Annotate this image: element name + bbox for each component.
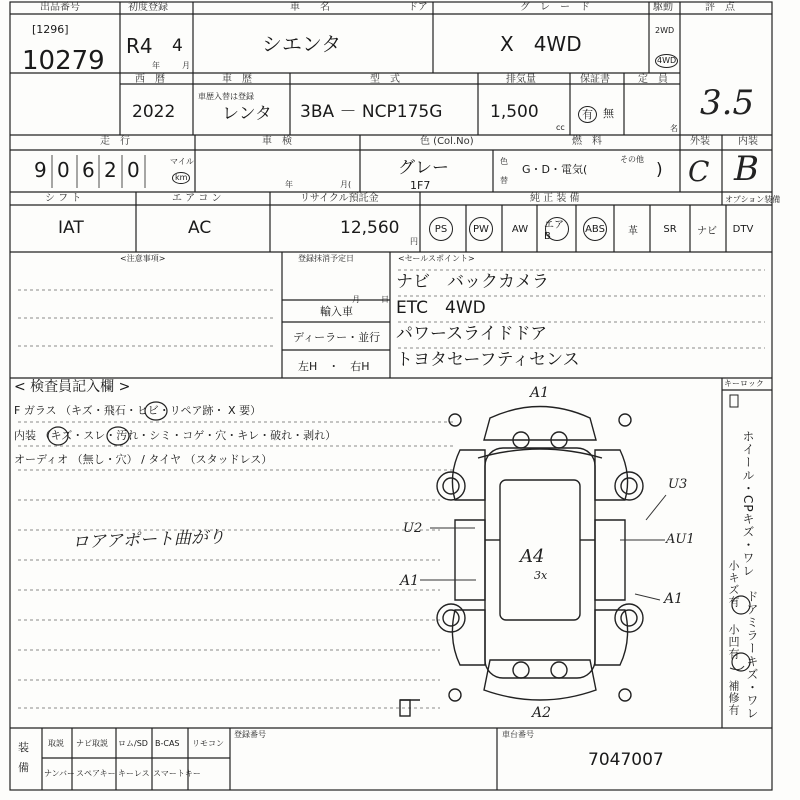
sales-point-3: パワースライドドア: [396, 324, 548, 344]
color-change-1: 色: [500, 157, 508, 166]
footer-item-spare-key: スペアキー: [76, 769, 116, 778]
equipment-label: エアB: [544, 220, 564, 242]
side-note-dent: 小凹有: [727, 624, 740, 660]
footer-item-manual: 取説: [48, 739, 64, 748]
side-note-scratch: 小キズ有: [727, 560, 740, 608]
shift-label: シ フ ト: [45, 193, 82, 204]
color-change-2: 替: [500, 176, 508, 185]
audio-line: オーディオ （無し・穴） / タイヤ （スタッドレス）: [14, 453, 273, 466]
mileage-digit-1: 9: [34, 158, 47, 182]
equipment-label: 純 正 装 備: [530, 193, 580, 204]
sales-points-label: <セールスポイント>: [398, 254, 475, 263]
sales-point-2: ETC 4WD: [396, 298, 486, 318]
year-label: 西 暦: [135, 74, 165, 85]
shift-value: IAT: [58, 218, 84, 238]
sales-point-1: ナビ バックカメラ: [396, 272, 549, 292]
ac-label: エ ア コ ン: [172, 193, 222, 204]
footer-item-nav-manual: ナビ取説: [76, 739, 108, 748]
inspection-title: < 検査員記入欄 >: [14, 379, 131, 395]
inspection-label: 車 検: [262, 136, 292, 147]
capacity-unit: 名: [670, 124, 678, 133]
deregistration-day: 日: [381, 295, 389, 304]
color-value: グレー: [398, 158, 449, 178]
fuel-options: G・D・電気(: [522, 163, 588, 176]
mark-roof-sub: 3x: [534, 569, 548, 582]
glass-line: F ガラス （キズ・飛石・ヒビ・リペア跡・ X 要）: [14, 404, 262, 417]
side-note-repair: 補修有: [727, 680, 740, 716]
yen-unit: 円: [410, 237, 418, 246]
mileage-digit-3: 6: [82, 158, 95, 182]
warranty-no: 無: [603, 107, 614, 120]
equipment-label: PS: [434, 223, 448, 235]
mark-rear: A2: [532, 705, 552, 721]
footer-item-smart-key: スマートキー: [153, 769, 201, 778]
equipment-label: PW: [473, 223, 489, 235]
equipment-label: DTV: [732, 223, 754, 235]
year-western: 2022: [132, 102, 176, 122]
mileage-unit-mile: マイル: [170, 157, 194, 166]
equipment-label: ナビ: [697, 225, 717, 237]
usage-note: 車歴入替は登録: [198, 92, 254, 101]
key-lock-label: キーロック: [724, 379, 764, 388]
footer-item-bcas: B-CAS: [155, 739, 180, 748]
grade-label: グ レ ー ド: [520, 2, 590, 13]
sales-point-4: トヨタセーフティセンス: [396, 350, 580, 370]
registration-number-label: 登録番号: [234, 730, 266, 739]
fuel-other: その他: [620, 155, 644, 164]
mark-left-upper: U2: [403, 521, 423, 536]
footer-equip-label-1: 装: [18, 741, 29, 754]
warranty-yes: 有: [578, 106, 597, 123]
mileage-label: 走 行: [100, 136, 130, 147]
deregistration-label: 登録抹消予定日: [298, 254, 354, 263]
mark-right-upper: U3: [668, 477, 688, 492]
mileage-digit-2: 0: [57, 158, 70, 182]
exterior-label: 外装: [690, 136, 710, 147]
score-label: 評 点: [705, 2, 735, 13]
equipment-label: AW: [511, 223, 529, 235]
month-unit: 月: [182, 61, 190, 70]
footer-equip-label-2: 備: [18, 761, 29, 774]
equipment-label: SR: [663, 223, 677, 235]
handle-side: 左H ・ 右H: [298, 360, 370, 373]
door-label: ドア: [408, 2, 428, 13]
footer-item-rom-sd: ロム/SD: [118, 739, 148, 748]
recycle-label: リサイクル預託金: [300, 193, 379, 204]
mileage-digit-5: 0: [127, 158, 140, 182]
warranty-label: 保証書: [580, 74, 610, 85]
first-registration-label: 初度登録: [128, 2, 168, 13]
registration-era: R4: [126, 34, 153, 58]
displacement: 1,500: [490, 102, 539, 122]
mileage-unit-km: km: [172, 172, 190, 184]
color-code: 1F7: [410, 179, 431, 192]
mark-right-lower: A1: [664, 591, 684, 607]
inspection-month-unit: 月(: [340, 180, 352, 189]
lot-number: 10279: [22, 46, 105, 76]
displacement-label: 排気量: [506, 74, 536, 85]
footer-item-keyless: キーレス: [118, 769, 150, 778]
interior-line: 内装 （キズ・スレ・汚れ・シミ・コゲ・穴・キレ・破れ・剥れ）: [14, 429, 337, 442]
year-unit: 年: [152, 61, 160, 70]
chassis-number: 7047007: [588, 750, 664, 770]
usage-label: 車 歴: [222, 74, 252, 85]
color-label: 色 (Col.No): [420, 136, 474, 147]
equipment-label: ABS: [585, 223, 605, 235]
capacity-label: 定 員: [638, 74, 668, 85]
fuel-label: 燃 料: [572, 136, 602, 147]
footer-item-remote: リモコン: [192, 739, 224, 748]
mark-right-mid: AU1: [666, 532, 695, 547]
interior-grade: B: [734, 149, 759, 189]
score-value: 3.5: [700, 83, 755, 123]
drive-label: 駆動: [653, 2, 673, 13]
mark-roof: A4: [520, 546, 545, 567]
cc-unit: cc: [556, 123, 565, 132]
footer-item-number-plate: ナンバー: [44, 769, 76, 778]
handwritten-note: ロアアポート曲がり: [71, 527, 226, 553]
equipment-label: 革: [628, 225, 638, 237]
lot-number-label: 出品番号: [40, 2, 80, 13]
options-label: オプション装備: [725, 195, 781, 204]
ac-value: AC: [188, 218, 212, 238]
mark-front: A1: [530, 385, 550, 401]
mark-left-lower: A1: [400, 573, 420, 589]
model-label: 型 式: [370, 74, 400, 85]
car-name: シエンタ: [262, 32, 342, 56]
exterior-grade: C: [688, 155, 710, 188]
drive-4wd: 4WD: [655, 54, 678, 68]
chassis-label: 車台番号: [502, 730, 534, 739]
deregistration-month: 月: [352, 295, 360, 304]
drive-2wd: 2WD: [655, 26, 675, 35]
import-label: 輸入車: [320, 305, 353, 318]
dealer-parallel: ディーラー・並行: [293, 331, 381, 344]
registration-month: 4: [172, 36, 183, 56]
side-note-wheel: ホイール・CPキズ・ワレ: [741, 430, 755, 578]
inspection-year-unit: 年: [285, 180, 293, 189]
model-code: 3BA － NCP175G: [300, 102, 443, 122]
usage-value: レンタ: [222, 104, 272, 124]
car-name-label: 車 名: [290, 2, 330, 13]
recycle-fee: 12,560: [340, 218, 400, 238]
grade: X 4WD: [500, 32, 582, 56]
fuel-close: ): [656, 160, 663, 180]
remarks-label: <注意事項>: [120, 254, 166, 263]
side-note-mirror: ドアミラーキズ・ワレ: [745, 590, 759, 720]
mileage-digit-4: 2: [104, 158, 117, 182]
interior-label: 内装: [738, 136, 758, 147]
lot-bracket: [1296]: [32, 23, 69, 36]
